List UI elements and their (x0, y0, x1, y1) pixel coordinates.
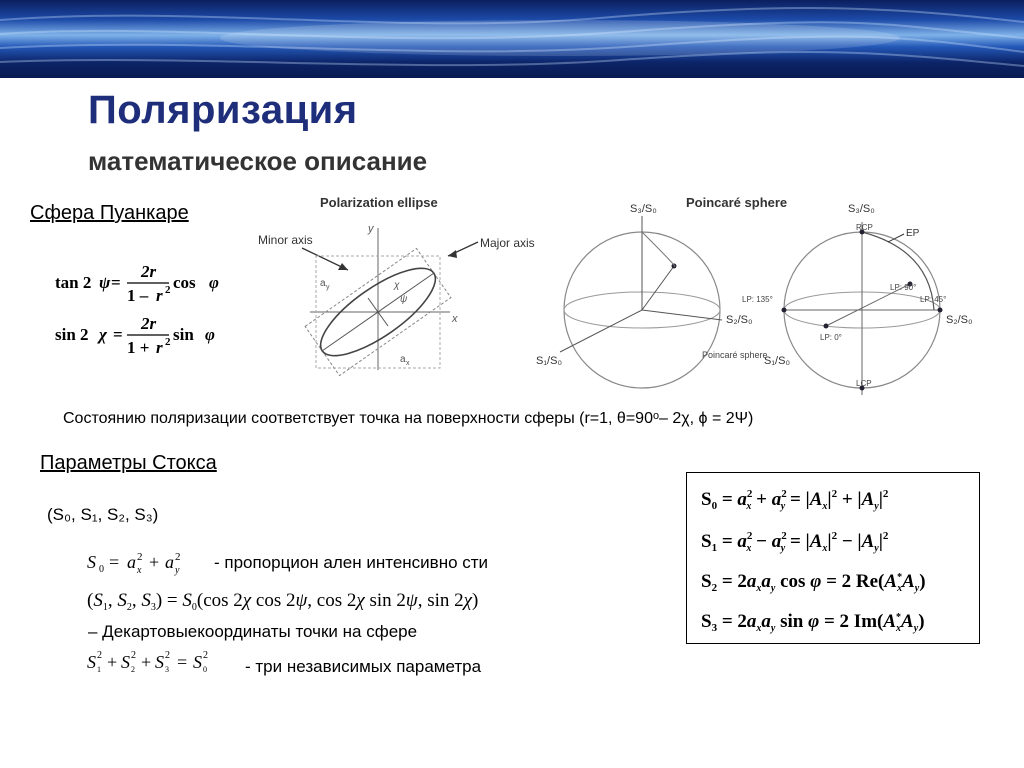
svg-text:S3 = 2axay sin φ = 2 Im(A*xAy): $S_3 = 2a_xa_y$ sin φ = 2 Im(A* $xA_y$) (701, 611, 925, 634)
svg-text:x: x (406, 360, 410, 367)
svg-text:S₃/S₀: S₃/S₀ (630, 203, 657, 215)
svg-text:LP: 90°: LP: 90° (890, 283, 917, 292)
slide-subtitle: математическое описание (88, 146, 428, 176)
svg-text:LCP: LCP (856, 379, 872, 388)
stokes-equations-box (686, 472, 980, 644)
stokes-line4-text: - три независимых параметра (245, 657, 482, 676)
svg-text:2: 2 (137, 551, 143, 563)
section-stokes-heading: Параметры Стокса (40, 452, 217, 474)
slide-title: Поляризация (88, 88, 358, 132)
svg-text:χ: χ (394, 280, 400, 291)
polarization-state-text: Состоянию поляризации соответствует точка на поверхности сферы (r=1, θ=90ᵒ– 2χ, ϕ = 2Ψ) (63, 410, 754, 427)
svg-text:1 +: 1 + (127, 338, 150, 357)
svg-text:2: 2 (165, 284, 171, 296)
svg-text:x: x (452, 313, 458, 325)
svg-text:S₁/S₀: S₁/S₀ (536, 355, 563, 367)
svg-text:r: r (156, 338, 163, 357)
svg-text:S: S (87, 652, 96, 672)
header-banner (0, 0, 1024, 78)
svg-text:cos: cos (173, 273, 196, 292)
water-ripple-graphic (0, 0, 1024, 78)
svg-text:LP: 135°: LP: 135° (742, 295, 773, 304)
svg-text:S₂/S₀: S₂/S₀ (946, 314, 973, 326)
polarization-ellipse-figure (250, 190, 550, 380)
svg-text:=: = (113, 325, 123, 344)
svg-text:=: = (109, 552, 120, 572)
svg-text:RCP: RCP (856, 223, 873, 232)
svg-text:y: y (326, 284, 330, 291)
sphere-figure-title: Poincaré sphere (686, 195, 788, 210)
svg-text:EP: EP (906, 228, 920, 239)
svg-text:S: S (121, 652, 130, 672)
svg-text:ψ: ψ (400, 294, 408, 305)
svg-text:1 –: 1 – (127, 286, 149, 305)
svg-text:Poincaré sphere: Poincaré sphere (702, 350, 768, 360)
ellipse-figure-title: Polarization ellipse (320, 195, 438, 210)
svg-text:3: 3 (165, 665, 169, 674)
svg-text:LP: 0°: LP: 0° (820, 333, 842, 342)
svg-text:2: 2 (131, 650, 136, 661)
svg-text:y: y (368, 223, 374, 235)
svg-text:2: 2 (131, 665, 135, 674)
svg-text:+: + (107, 652, 118, 672)
svg-text:tan 2: tan 2 (55, 273, 92, 292)
svg-text:φ: φ (205, 325, 215, 344)
svg-text:=: = (177, 652, 188, 672)
svg-text:a: a (165, 552, 174, 572)
svg-text:(S1, S2, S3) = S0(cos 2χ cos 2: ($S_1$, $S_2$, $S_3) = S_0(\cos$ 2χ cos 2ψ, cos 2χ sin 2ψ, sin 2χ) (87, 590, 479, 613)
svg-text:x: x (137, 565, 142, 576)
major-axis-label: Major axis (480, 236, 535, 250)
svg-text:2: 2 (165, 650, 170, 661)
svg-text:1: 1 (97, 665, 101, 674)
svg-text:r: r (156, 286, 163, 305)
svg-text:S₂/S₀: S₂/S₀ (726, 314, 753, 326)
svg-text:S0 = a2x + a2y = |Ax|2 + |Ay|2: $S_0 = a^2$ $x + a^2$ $y = |A_x|^2 + |A_y|^2$ (701, 488, 889, 512)
svg-text:S2 = 2axay cos φ = 2 Re(A*xAy): $S_2 = 2a_xa_y$ cos φ = 2 Re(A* $xA_y$) (701, 571, 926, 594)
stokes-cartesian-formula (85, 580, 555, 620)
svg-text:2r: 2r (141, 262, 157, 281)
svg-text:2: 2 (175, 551, 181, 563)
svg-text:S1 = a2x − a2y = |Ax|2 − |Ay|2: $S_1 = a^2$ $x - a^2$ $y = |A_x|^2 - |A_y|^2$ (701, 530, 889, 554)
svg-text:a: a (127, 552, 136, 572)
svg-text:χ: χ (99, 325, 107, 344)
stokes-tuple: (S₀, S₁, S₂, S₃) (47, 505, 159, 524)
svg-text:S: S (155, 652, 164, 672)
svg-text:LP: 45°: LP: 45° (920, 295, 947, 304)
stokes-equations (687, 473, 979, 643)
poincare-angle-formulas (55, 255, 235, 365)
poincare-sphere-figure (530, 190, 1000, 395)
svg-text:+: + (149, 552, 160, 572)
svg-text:2r: 2r (141, 314, 157, 333)
svg-text:+: + (141, 652, 152, 672)
svg-text:S₁/S₀: S₁/S₀ (764, 355, 791, 367)
svg-text:sin: sin (173, 325, 194, 344)
svg-text:φ: φ (209, 273, 219, 292)
svg-text:sin 2: sin 2 (55, 325, 89, 344)
svg-text:=: = (111, 273, 121, 292)
svg-text:0: 0 (203, 665, 207, 674)
svg-text:y: y (175, 565, 180, 576)
svg-text:2: 2 (97, 650, 102, 661)
svg-text:ψ: ψ (99, 273, 111, 292)
section-poincare-heading: Сфера Пуанкаре (30, 202, 189, 224)
svg-text:a: a (320, 278, 326, 289)
svg-text:2: 2 (165, 336, 171, 348)
stokes-line1-text: - пропорцион ален интенсивно сти (214, 553, 489, 572)
minor-axis-label: Minor axis (258, 233, 313, 247)
svg-text:S: S (87, 552, 96, 572)
svg-text:a: a (400, 354, 406, 365)
svg-text:S: S (193, 652, 202, 672)
stokes-line3-text: – Декартовыекоординаты точки на сфере (88, 622, 418, 641)
svg-text:0: 0 (99, 564, 104, 575)
svg-text:S₃/S₀: S₃/S₀ (848, 203, 875, 215)
svg-text:2: 2 (203, 650, 208, 661)
